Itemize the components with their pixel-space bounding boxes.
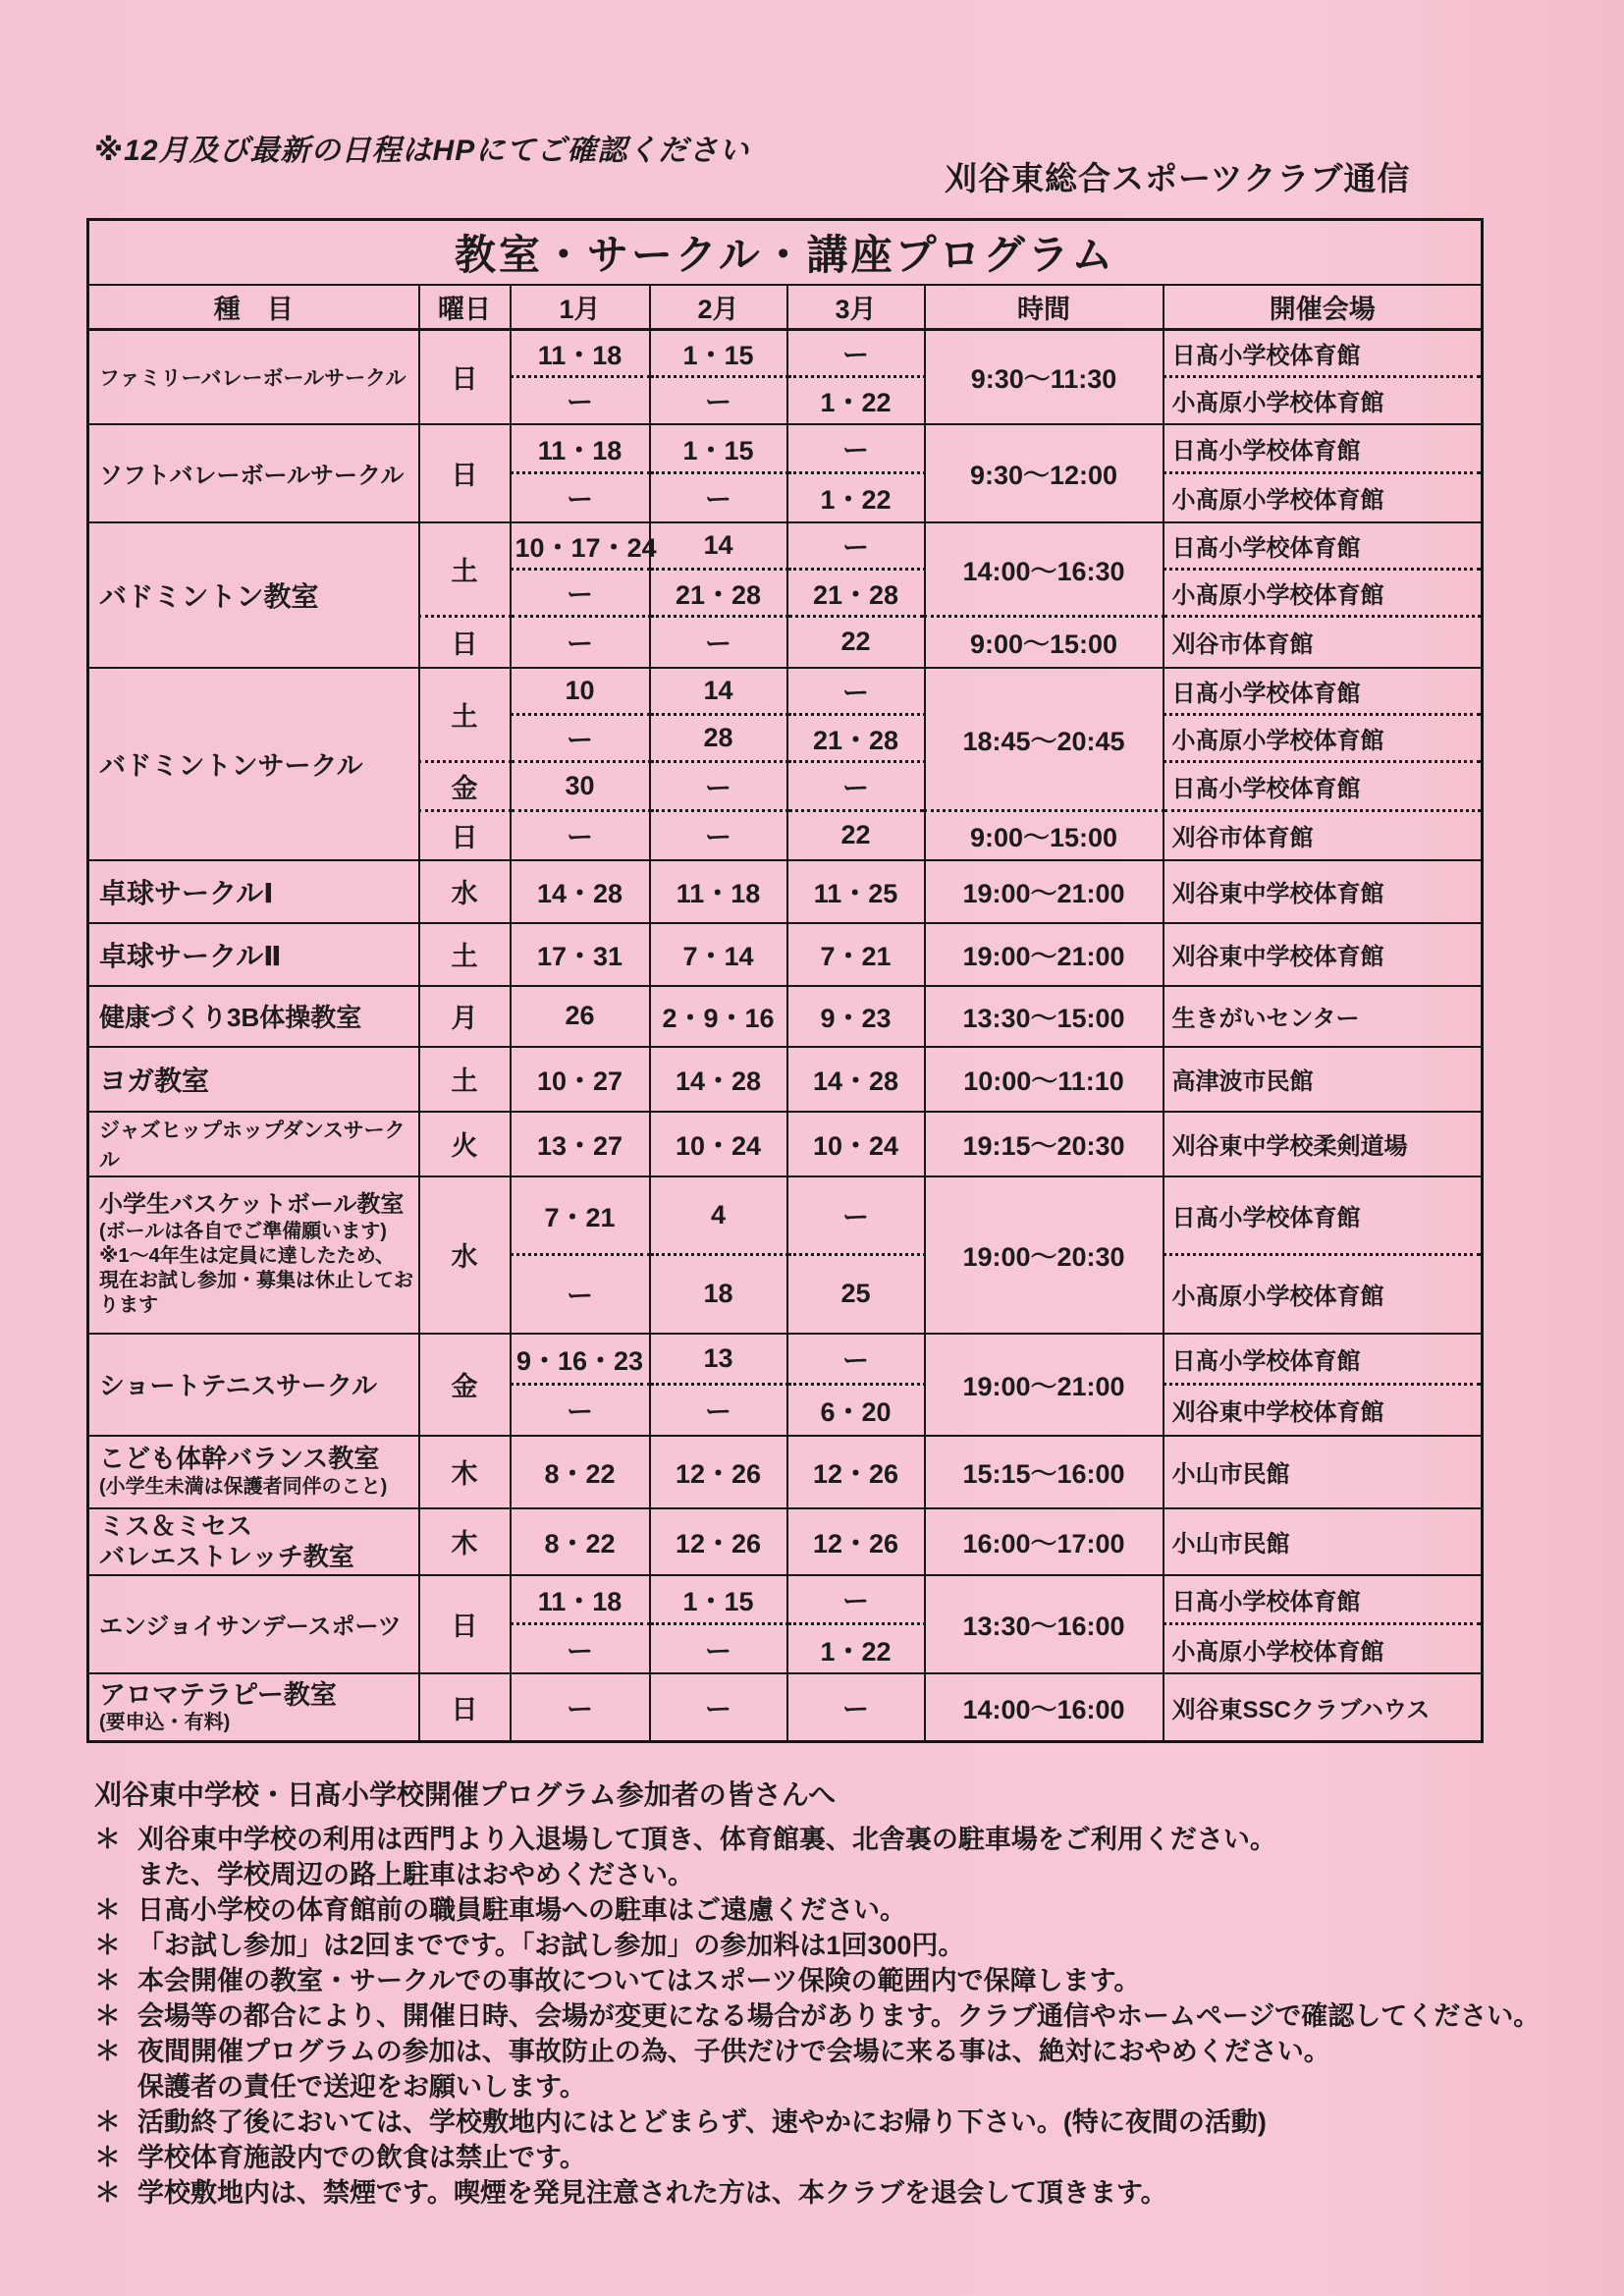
asterisk-marker: ＊ [94,2037,121,2066]
date-cell: 1・22 [787,1624,925,1673]
date-cell: ー [787,330,925,377]
date-cell: ー [511,715,650,762]
date-cell: 1・15 [650,1575,787,1624]
venue-cell: 日髙小学校体育館 [1164,330,1483,377]
venue-cell: 日髙小学校体育館 [1164,762,1483,811]
date-cell: 1・22 [787,377,925,424]
date-cell: 22 [787,811,925,860]
date-cell: 7・21 [511,1176,650,1255]
footer-notes [94,1774,1547,2212]
date-cell: 30 [511,762,650,811]
day-cell: 月 [419,986,511,1047]
program-note: (小学生未満は保護者同伴のこと) [99,1475,388,1498]
date-cell: ー [511,473,650,522]
asterisk-marker [94,2070,137,2104]
col-header-mar: 3月 [787,285,925,330]
day-cell: 日 [419,811,511,860]
venue-cell: 日髙小学校体育館 [1164,1176,1483,1255]
date-cell: 12・26 [787,1436,925,1508]
date-cell: 14・28 [511,860,650,923]
footer-note [94,1929,1547,1962]
date-cell: 13 [650,1334,787,1385]
asterisk-marker: ＊ [94,1825,121,1854]
time-cell: 14:00〜16:00 [925,1673,1164,1742]
day-cell: 火 [419,1112,511,1176]
date-cell: 1・15 [650,424,787,473]
program-name: こども体幹バランス教室 [99,1444,380,1474]
venue-cell: 日髙小学校体育館 [1164,522,1483,570]
program-name: 卓球サークルⅡ [88,923,419,986]
footer-note-text: 本会開催の教室・サークルでの事故についてはスポーツ保険の範囲内で保障します。 [137,1966,1141,1995]
date-cell: ー [650,1385,787,1436]
time-cell: 9:00〜15:00 [925,617,1164,668]
date-cell: 12・26 [650,1436,787,1508]
table-title: 教室・サークル・講座プログラム [88,220,1483,286]
venue-cell: 刈谷東中学校柔剣道場 [1164,1112,1483,1176]
program-name: 小学生バスケットボール教室 [99,1191,405,1219]
footer-note-text: 活動終了後においては、学校敷地内にはとどまらず、速やかにお帰り下さい。(特に夜間の活動) [137,2107,1267,2137]
date-cell: ー [650,617,787,668]
time-cell: 9:30〜11:30 [925,330,1164,424]
program-name-cell [88,1176,419,1334]
asterisk-marker: ＊ [94,1931,121,1960]
date-cell: ー [650,377,787,424]
program-name: エンジョイサンデースポーツ [88,1575,419,1673]
date-cell: 21・28 [650,570,787,617]
time-cell: 19:15〜20:30 [925,1112,1164,1176]
venue-cell: 高津波市民館 [1164,1047,1483,1112]
date-cell: 11・18 [511,330,650,377]
day-cell: 日 [419,424,511,522]
time-cell: 13:30〜16:00 [925,1575,1164,1673]
program-table-tennis-2 [88,923,1483,986]
program-yoga [88,1047,1483,1112]
date-cell: ー [511,570,650,617]
footer-note-text: 「お試し参加」は2回までです。「お試し参加」の参加料は1回300円。 [137,1931,965,1960]
footer-note-text: 日髙小学校の体育館前の職員駐車場への駐車はご遠慮ください。 [137,1895,906,1925]
venue-cell: 刈谷市体育館 [1164,617,1483,668]
program-name: バレエストレッチ教室 [99,1541,354,1571]
time-cell: 19:00〜20:30 [925,1176,1164,1334]
footer-note [94,2105,1547,2139]
asterisk-marker: ＊ [94,2143,121,2172]
day-cell: 日 [419,617,511,668]
day-cell: 金 [419,762,511,811]
program-note: (ボールは各自でご準備願います) [99,1220,387,1242]
program-name: バドミントンサークル [88,668,419,860]
program-name: 健康づくり3B体操教室 [88,986,419,1047]
footer-note [94,2070,1547,2104]
day-cell: 土 [419,522,511,617]
program-note: ※1〜4年生は定員に達したため、現在お試し参加・募集は休止しております [99,1244,413,1316]
date-cell: ー [787,1673,925,1742]
program-aromatherapy [88,1673,1483,1742]
date-cell: ー [650,1624,787,1673]
date-cell: ー [650,1673,787,1742]
date-cell: 7・14 [650,923,787,986]
date-cell: 14 [650,668,787,715]
day-cell: 水 [419,860,511,923]
date-cell: 8・22 [511,1508,650,1575]
day-cell: 土 [419,668,511,762]
program-name-cell [88,1673,419,1742]
date-confirmation-note: ※12月及び最新の日程はHPにてご確認ください [94,135,750,167]
date-cell: 22 [787,617,925,668]
program-ballet-stretch [88,1508,1483,1575]
date-cell: 18 [650,1255,787,1334]
day-cell: 土 [419,1047,511,1112]
col-header-item: 種 目 [88,285,419,330]
date-cell: 9・23 [787,986,925,1047]
date-cell: 11・25 [787,860,925,923]
program-table-tennis-1 [88,860,1483,923]
footer-note-text: 夜間開催プログラムの参加は、事故防止の為、子供だけで会場に来る事は、絶対におやめください。 [137,2037,1330,2066]
program-name: ミス＆ミセス [99,1510,253,1541]
date-cell: 14・28 [787,1047,925,1112]
venue-cell: 小髙原小学校体育館 [1164,570,1483,617]
date-cell: 4 [650,1176,787,1255]
footer-note [94,1964,1547,1997]
date-cell: 14・28 [650,1047,787,1112]
program-kids-core-balance [88,1436,1483,1508]
date-cell: 21・28 [787,570,925,617]
program-note: (要申込・有料) [99,1712,231,1734]
date-cell: 26 [511,986,650,1047]
time-cell: 19:00〜21:00 [925,1334,1164,1436]
col-header-jan: 1月 [511,285,650,330]
time-cell: 19:00〜21:00 [925,860,1164,923]
program-family-volleyball [88,330,1483,424]
time-cell: 14:00〜16:30 [925,522,1164,617]
date-cell: 13・27 [511,1112,650,1176]
date-cell: 8・22 [511,1436,650,1508]
program-name: アロマテラピー教室 [99,1679,337,1710]
col-header-venue: 開催会場 [1164,285,1483,330]
venue-cell: 刈谷市体育館 [1164,811,1483,860]
program-jazz-hiphop-dance [88,1112,1483,1176]
program-name: ジャズヒップホップダンスサークル [88,1112,419,1176]
program-badminton-circle [88,668,1483,860]
asterisk-marker: ＊ [94,2001,121,2031]
footer-note [94,2176,1547,2210]
program-badminton-class [88,522,1483,668]
col-header-feb: 2月 [650,285,787,330]
date-cell: ー [787,1176,925,1255]
date-cell: ー [650,811,787,860]
date-cell: ー [511,1255,650,1334]
date-cell: 10・17・24 [511,522,650,570]
program-soft-volleyball [88,424,1483,522]
venue-cell: 小髙原小学校体育館 [1164,473,1483,522]
program-3b-gymnastics [88,986,1483,1047]
program-name: ファミリーバレーボールサークル [88,330,419,424]
footer-note-text: 学校体育施設内での飲食は禁止です。 [137,2143,586,2172]
date-cell: 17・31 [511,923,650,986]
date-cell: 6・20 [787,1385,925,1436]
venue-cell: 小山市民館 [1164,1508,1483,1575]
footer-note [94,2141,1547,2174]
program-short-tennis [88,1334,1483,1436]
date-cell: 9・16・23 [511,1334,650,1385]
day-cell: 土 [419,923,511,986]
venue-cell: 刈谷東中学校体育館 [1164,860,1483,923]
time-cell: 9:00〜15:00 [925,811,1164,860]
date-cell: 10・24 [650,1112,787,1176]
day-cell: 日 [419,330,511,424]
footer-note-text: 保護者の責任で送迎をお願いします。 [137,2072,586,2102]
date-cell: 11・18 [511,424,650,473]
date-cell: ー [787,1575,925,1624]
day-cell: 金 [419,1334,511,1436]
program-name: 卓球サークルⅠ [88,860,419,923]
venue-cell: 小髙原小学校体育館 [1164,1255,1483,1334]
date-cell: ー [511,1624,650,1673]
asterisk-marker: ＊ [94,2178,121,2208]
program-name: バドミントン教室 [88,522,419,668]
time-cell: 18:45〜20:45 [925,668,1164,811]
date-cell: 10 [511,668,650,715]
footer-note [94,1858,1547,1891]
footer-note [94,2035,1547,2068]
day-cell: 日 [419,1575,511,1673]
program-enjoy-sunday-sports [88,1575,1483,1673]
day-cell: 水 [419,1176,511,1334]
footer-note-text: 学校敷地内は、禁煙です。喫煙を発見注意された方は、本クラブを退会して頂きます。 [137,2178,1167,2208]
date-cell: 14 [650,522,787,570]
venue-cell: 小山市民館 [1164,1436,1483,1508]
venue-cell: 刈谷東SSCクラブハウス [1164,1673,1483,1742]
date-cell: 1・22 [787,473,925,522]
col-header-time: 時間 [925,285,1164,330]
date-cell: ー [511,1385,650,1436]
venue-cell: 日髙小学校体育館 [1164,668,1483,715]
date-cell: 11・18 [650,860,787,923]
date-cell: ー [787,1334,925,1385]
day-cell: 木 [419,1508,511,1575]
venue-cell: 小髙原小学校体育館 [1164,377,1483,424]
program-table [86,218,1484,1743]
asterisk-marker: ＊ [94,1966,121,1995]
venue-cell: 刈谷東中学校体育館 [1164,923,1483,986]
date-cell: ー [511,377,650,424]
asterisk-marker [94,1858,137,1891]
program-name: ショートテニスサークル [88,1334,419,1436]
program-kids-basketball [88,1176,1483,1334]
footer-note-text: 刈谷東中学校の利用は西門より入退場して頂き、体育館裏、北舎裏の駐車場をご利用ください。 [137,1825,1276,1854]
time-cell: 16:00〜17:00 [925,1508,1164,1575]
asterisk-marker: ＊ [94,1895,121,1925]
asterisk-marker: ＊ [94,2107,121,2137]
program-name: ヨガ教室 [88,1047,419,1112]
date-cell: 12・26 [650,1508,787,1575]
venue-cell: 日髙小学校体育館 [1164,1575,1483,1624]
newsletter-title: 刈谷東総合スポーツクラブ通信 [945,160,1411,196]
footer-note-text: また、学校周辺の路上駐車はおやめください。 [137,1860,694,1889]
date-cell: ー [787,522,925,570]
date-cell: ー [511,1673,650,1742]
venue-cell: 日髙小学校体育館 [1164,424,1483,473]
date-cell: 1・15 [650,330,787,377]
venue-cell: 小髙原小学校体育館 [1164,715,1483,762]
program-name-cell [88,1508,419,1575]
footer-note [94,1823,1547,1856]
date-cell: 2・9・16 [650,986,787,1047]
time-cell: 9:30〜12:00 [925,424,1164,522]
date-cell: 11・18 [511,1575,650,1624]
footer-note [94,1893,1547,1927]
time-cell: 19:00〜21:00 [925,923,1164,986]
day-cell: 木 [419,1436,511,1508]
date-cell: 10・27 [511,1047,650,1112]
program-name-cell [88,1436,419,1508]
time-cell: 13:30〜15:00 [925,986,1164,1047]
date-cell: 10・24 [787,1112,925,1176]
date-cell: 12・26 [787,1508,925,1575]
program-name: ソフトバレーボールサークル [88,424,419,522]
venue-cell: 小髙原小学校体育館 [1164,1624,1483,1673]
footer-heading: 刈谷東中学校・日髙小学校開催プログラム参加者の皆さんへ [94,1779,837,1810]
time-cell: 10:00〜11:10 [925,1047,1164,1112]
date-cell: ー [511,617,650,668]
date-cell: ー [511,811,650,860]
date-cell: ー [787,424,925,473]
venue-cell: 日髙小学校体育館 [1164,1334,1483,1385]
date-cell: 25 [787,1255,925,1334]
footer-note-text: 会場等の都合により、開催日時、会場が変更になる場合があります。クラブ通信やホームページで確認してください。 [137,2001,1541,2031]
date-cell: ー [787,762,925,811]
footer-note [94,1999,1547,2033]
table-header [88,220,1483,330]
date-cell: ー [787,668,925,715]
date-cell: 21・28 [787,715,925,762]
venue-cell: 生きがいセンター [1164,986,1483,1047]
date-cell: 7・21 [787,923,925,986]
col-header-day: 曜日 [419,285,511,330]
venue-cell: 刈谷東中学校体育館 [1164,1385,1483,1436]
day-cell: 日 [419,1673,511,1742]
date-cell: 28 [650,715,787,762]
time-cell: 15:15〜16:00 [925,1436,1164,1508]
date-cell: ー [650,762,787,811]
date-cell: ー [650,473,787,522]
